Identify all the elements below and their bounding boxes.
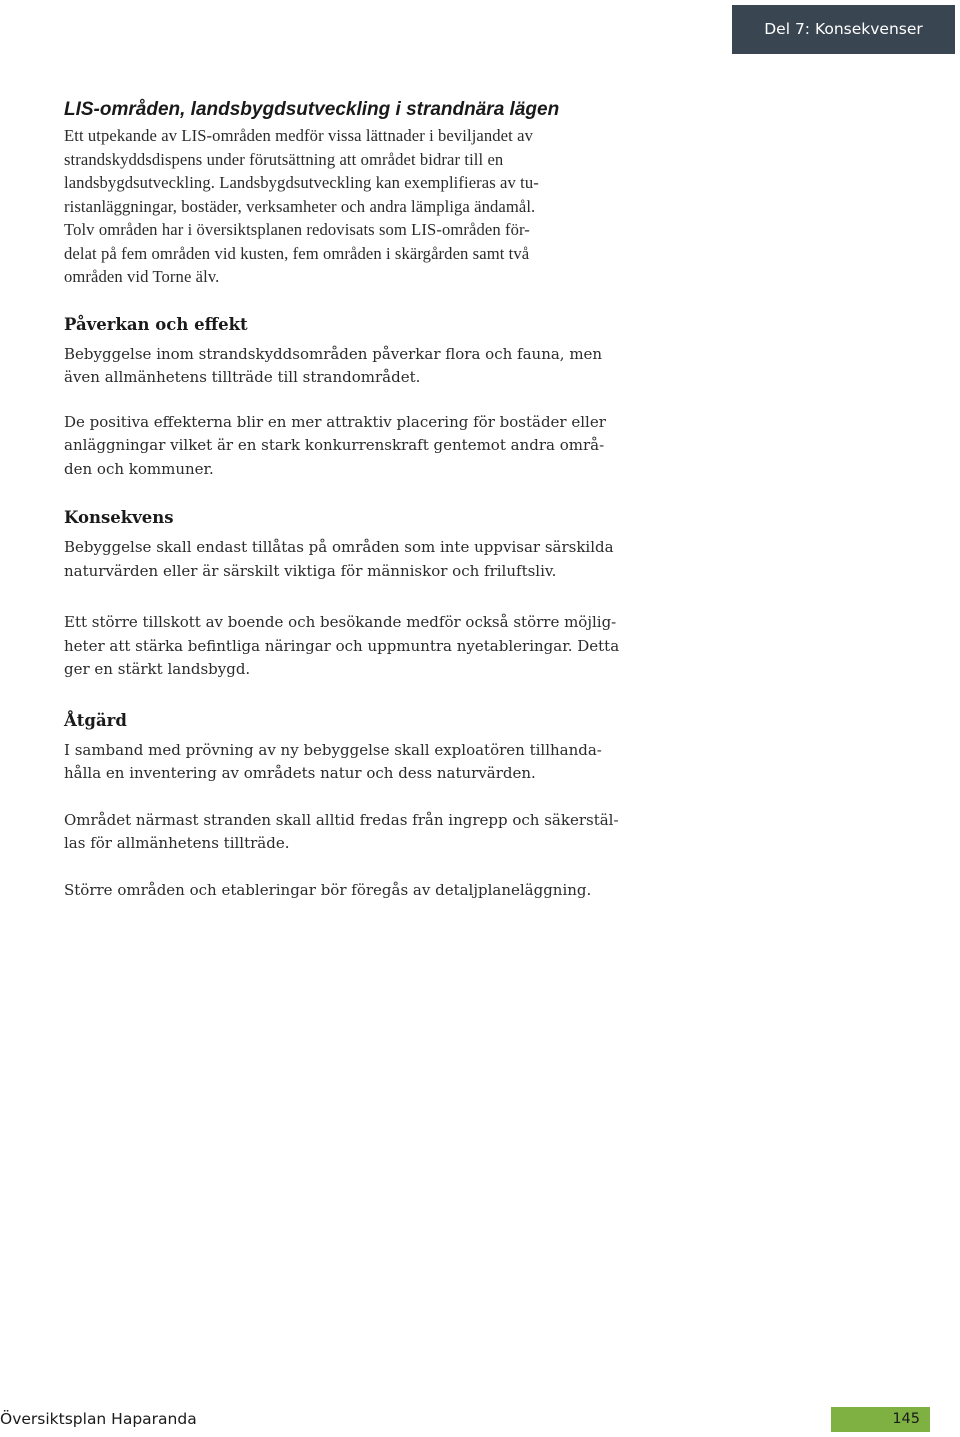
text-line: Ett större tillskott av boende och besökande medför också större möjlig-: [64, 613, 617, 631]
text-line: den och kommuner.: [64, 459, 214, 478]
text-line: hålla en inventering av områdets natur och dess naturvärden.: [64, 764, 536, 782]
intro-paragraph: [64, 124, 624, 289]
text-line: landsbygdsutveckling. Landsbygdsutveckling kan exemplifieras av tu-: [64, 173, 539, 192]
paragraph: [64, 739, 624, 786]
text-line: heter att stärka befintliga näringar och uppmuntra nyetableringar. Detta: [64, 636, 620, 655]
paragraph: [64, 343, 624, 390]
footer-document-title: Översiktsplan Haparanda: [0, 1410, 197, 1428]
text-line: ristanläggningar, bostäder, verksamheter och andra lämpliga ändamål.: [64, 196, 536, 216]
text-line: Större områden och etableringar bör föregås av detaljplaneläggning.: [64, 880, 592, 899]
text-line: I samband med prövning av ny bebyggelse skall exploatören tillhanda-: [64, 740, 602, 759]
text-line: ger en stärkt landsbygd.: [64, 660, 251, 678]
paragraph: [64, 536, 624, 583]
heading-paverkan-och-effekt: Påverkan och effekt: [64, 314, 248, 334]
paragraph: [64, 411, 624, 482]
text-line: Bebyggelse skall endast tillåtas på områden som inte uppvisar särskilda: [64, 538, 614, 556]
text-line: strandskyddsdispens under förutsättning att området bidrar till en: [64, 149, 504, 169]
text-line: las för allmänhetens tillträde.: [64, 834, 290, 852]
text-line: delat på fem områden vid kusten, fem områden i skärgården samt två: [64, 243, 530, 263]
section-title-lis: LIS-områden, landsbygdsutveckling i strandnära lägen: [64, 99, 560, 120]
text-line: även allmänhetens tillträde till strandområdet.: [64, 368, 421, 386]
text-line: områden vid Torne älv.: [64, 267, 220, 286]
paragraph: [64, 809, 624, 856]
page-number: 145: [831, 1407, 930, 1432]
heading-atgard: Åtgärd: [64, 710, 127, 730]
paragraph: [64, 611, 624, 682]
text-line: Området närmast stranden skall alltid fredas från ingrepp och säkerstäl-: [64, 810, 619, 829]
text-line: Tolv områden har i översiktsplanen redovisats som LIS-områden för-: [64, 220, 530, 239]
text-line: Bebyggelse inom strandskyddsområden påverkar flora och fauna, men: [64, 344, 603, 363]
text-line: Ett utpekande av LIS-områden medför vissa lättnader i beviljandet av: [64, 126, 533, 145]
text-line: naturvärden eller är särskilt viktiga för människor och friluftsliv.: [64, 561, 557, 580]
chapter-tab: Del 7: Konsekvenser: [732, 5, 955, 54]
heading-konsekvens: Konsekvens: [64, 508, 174, 527]
text-line: anläggningar vilket är en stark konkurrenskraft gentemot andra områ-: [64, 436, 605, 454]
paragraph: [64, 879, 624, 903]
text-line: De positiva effekterna blir en mer attraktiv placering för bostäder eller: [64, 412, 606, 431]
main-content: [64, 96, 624, 902]
